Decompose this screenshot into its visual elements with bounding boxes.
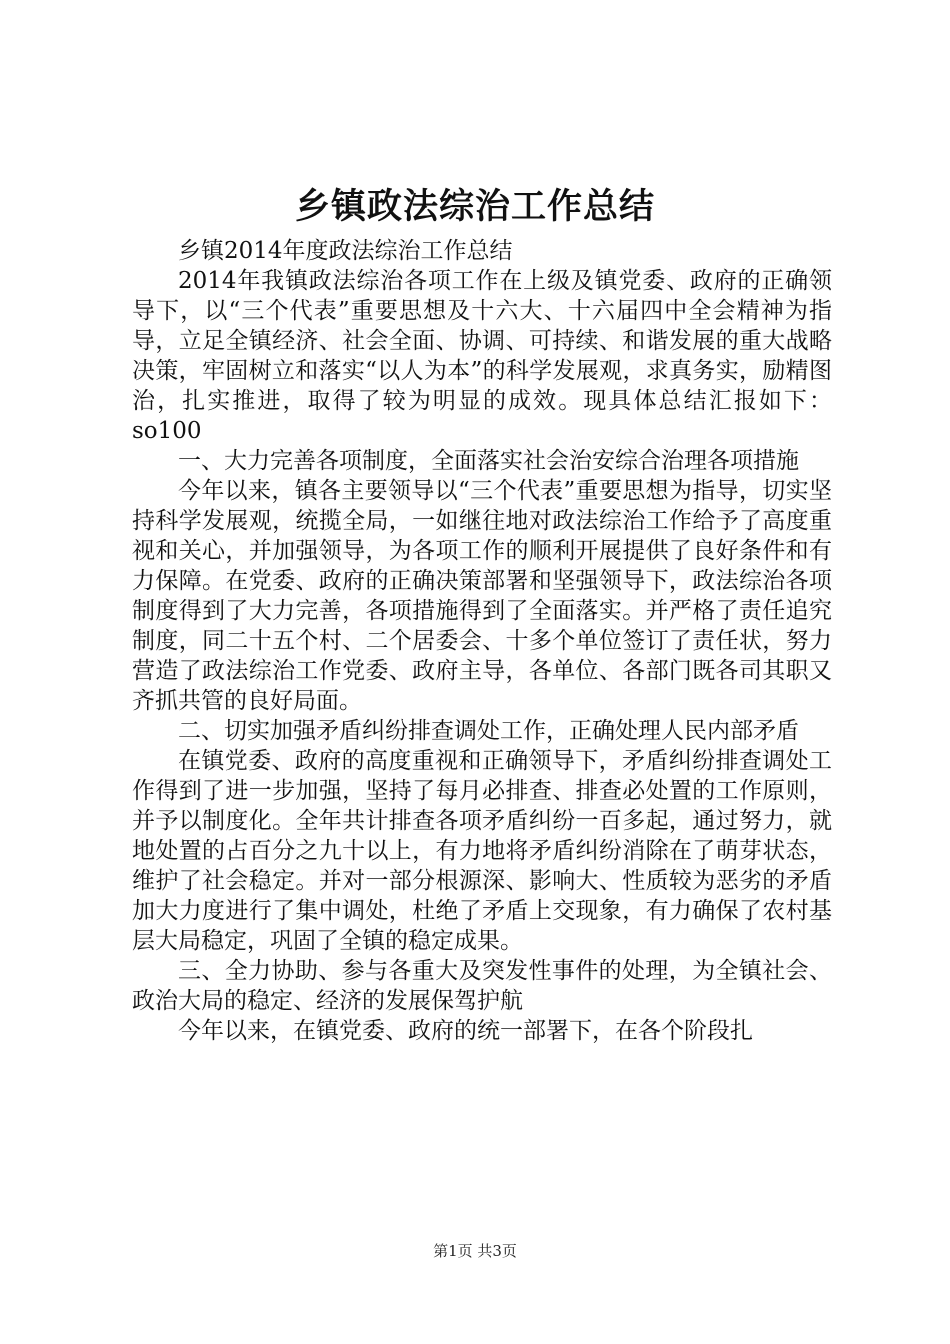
section-body-1: 今年以来，镇各主要领导以“三个代表”重要思想为指导，切实坚持科学发展观，统揽全局，一如继往地对政法综治工作给予了高度重视和关心，并加强领导，为各项工作的顺利开展提供了良好条件和有力保障。在党委、政府的正确决策部署和坚强领导下，政法综治各项制度得到了大力完善，各项措施得到了全面落实。并严格了责任追究制度，同二十五个村、二个居委会、十多个单位签订了责任状，努力营造了政法综治工作党委、政府主导，各单位、各部门既各司其职又齐抓共管的良好局面。 [132, 478, 832, 714]
section-heading-2: 二、切实加强矛盾纠纷排查调处工作，正确处理人民内部矛盾 [178, 718, 799, 744]
intro-paragraph: 2014年我镇政法综治各项工作在上级及镇党委、政府的正确领导下，以“三个代表”重要思想及十六大、十六届四中全会精神为指导，立足全镇经济、社会全面、协调、可持续、和谐发展的重大战略决策，牢固树立和落实“以人为本”的科学发展观，求真务实，励精图治，扎实推进，取得了较为明显的成效。现具体总结汇报如下：so100 [132, 268, 832, 444]
section-heading-3: 三、全力协助、参与各重大及突发性事件的处理，为全镇社会、政治大局的稳定、经济的发展保驾护航 [132, 958, 832, 1014]
subtitle-paragraph: 乡镇2014年度政法综治工作总结 [178, 238, 513, 264]
section-body-2: 在镇党委、政府的高度重视和正确领导下，矛盾纠纷排查调处工作得到了进一步加强，坚持了每月必排查、排查必处置的工作原则，并予以制度化。全年共计排查各项矛盾纠纷一百多起，通过努力，就地处置的占百分之九十以上，有力地将矛盾纠纷消除在了萌芽状态，维护了社会稳定。并对一部分根源深、影响大、性质较为恶劣的矛盾加大力度进行了集中调处，杜绝了矛盾上交现象，有力确保了农村基层大局稳定，巩固了全镇的稳定成果。 [132, 748, 832, 954]
section-body-3: 今年以来，在镇党委、政府的统一部署下，在各个阶段扎 [178, 1018, 753, 1044]
page-number-footer: 第1页 共3页 [433, 1242, 517, 1260]
document-body [132, 236, 832, 1046]
document-title: 乡镇政法综治工作总结 [294, 186, 655, 227]
section-heading-1: 一、大力完善各项制度，全面落实社会治安综合治理各项措施 [178, 448, 799, 474]
